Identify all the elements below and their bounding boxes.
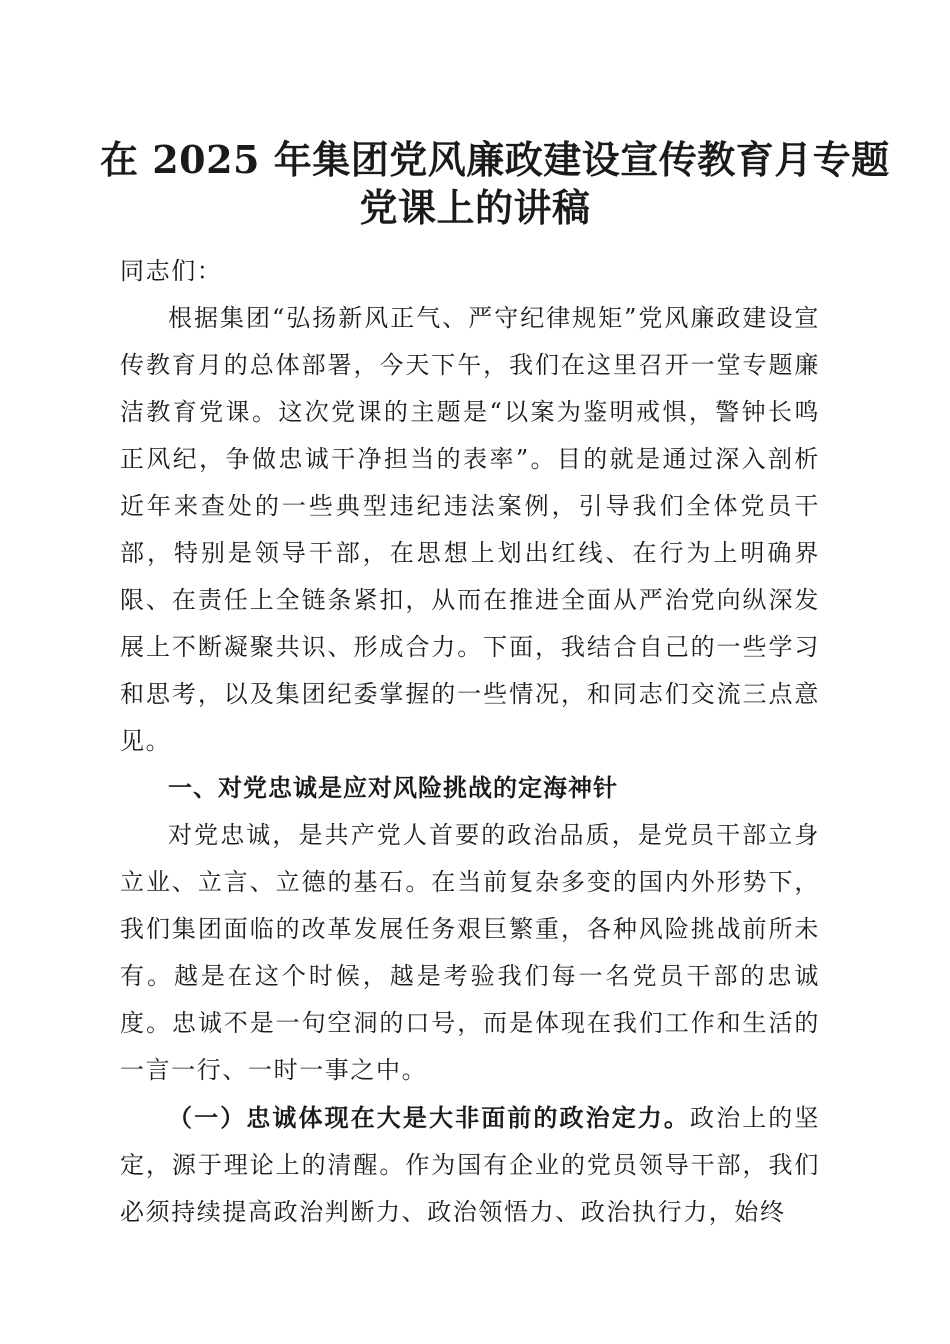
title-line-2: 党课上的讲稿 bbox=[359, 185, 591, 230]
section-1-heading: 一、对党忠诚是应对风险挑战的定海神针 bbox=[168, 774, 618, 802]
subsection-1-lead: （一）忠诚体现在大是大非面前的政治定力。 bbox=[168, 1103, 690, 1132]
section-1-paragraph: 对党忠诚，是共产党人首要的政治品质，是党员干部立身立业、立言、立德的基石。在当前复杂多变的国内外形势下，我们集团面临的改革发展任务艰巨繁重，各种风险挑战前所未有。越是在这个时候，越是考验我们每一名党员干部的忠诚度。忠诚不是一句空洞的口号，而是体现在我们工作和生活的一言一行、一时一事之中。 bbox=[120, 821, 820, 1084]
title-line-1: 在 2025 年集团党风廉政建设宣传教育月专题 bbox=[100, 137, 890, 182]
intro-paragraph: 根据集团“弘扬新风正气、严守纪律规矩”党风廉政建设宣传教育月的总体部署，今天下午，我们在这里召开一堂专题廉洁教育党课。这次党课的主题是“以案为鉴明戒惧，警钟长鸣正风纪，争做忠诚干净担当的表率”。目的就是通过深入剖析近年来查处的一些典型违纪违法案例，引导我们全体党员干部，特别是领导干部，在思想上划出红线、在行为上明确界限、在责任上全链条紧扣，从而在推进全面从严治党向纵深发展上不断凝聚共识、形成合力。下面，我结合自己的一些学习和思考，以及集团纪委掌握的一些情况，和同志们交流三点意见。 bbox=[120, 304, 820, 755]
subsection-1-text: 政治上的坚定，源于理论上的清醒。作为国有企业的党员领导干部，我们必须持续提高政治判断力、政治领悟力、政治执行力，始终 bbox=[120, 1104, 820, 1226]
salutation: 同志们： bbox=[120, 257, 223, 285]
document-title bbox=[100, 136, 890, 232]
document-body bbox=[120, 248, 820, 1236]
subsection-1-paragraph bbox=[120, 1094, 820, 1236]
